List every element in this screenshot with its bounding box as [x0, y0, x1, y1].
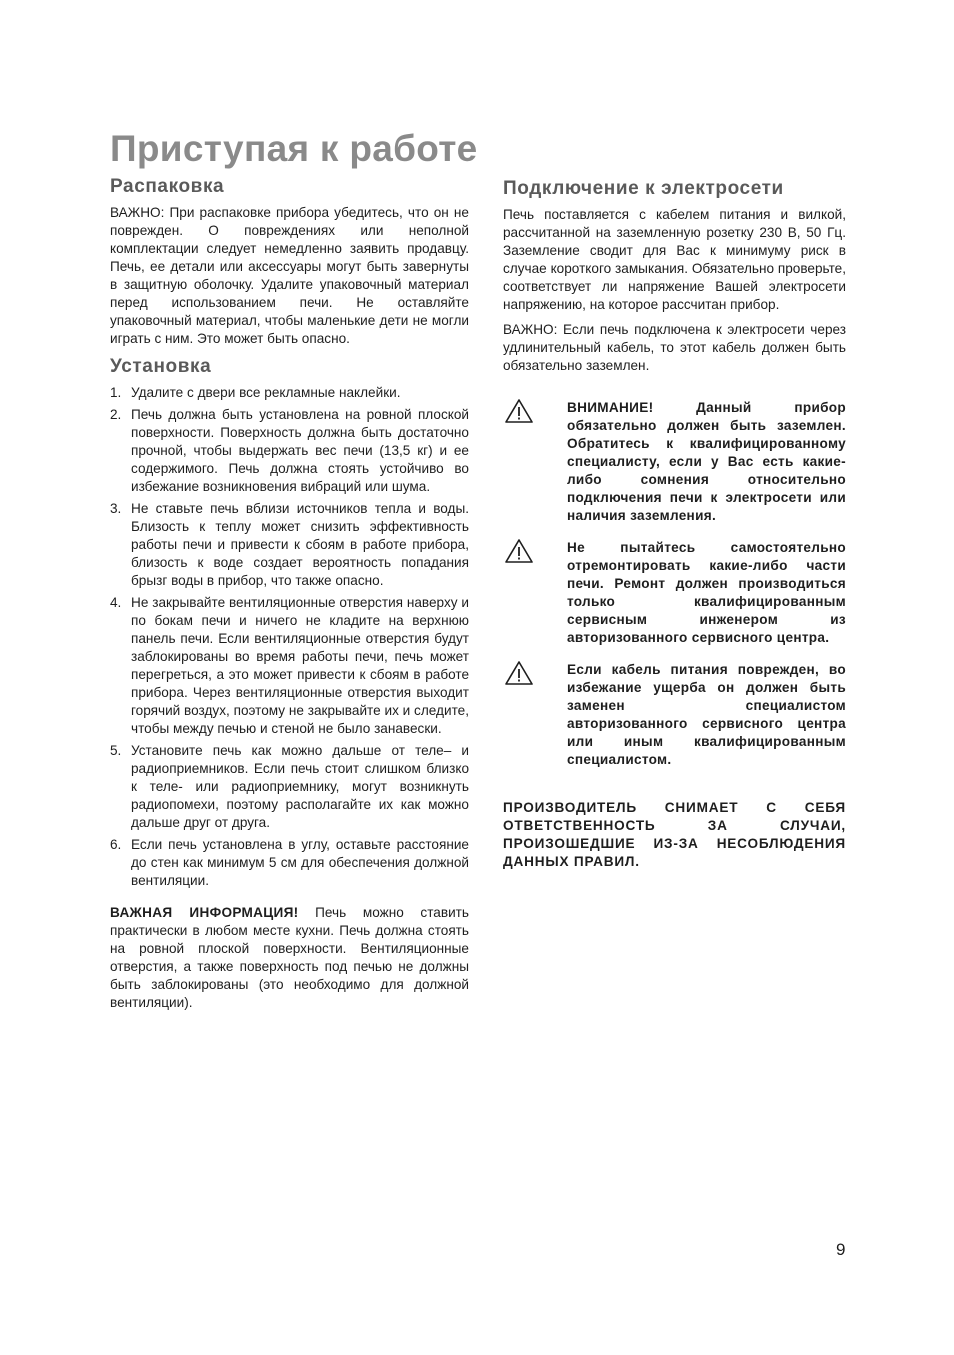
list-item-text: Не ставьте печь вблизи источников тепла и воды. Близость к теплу может снизить эффективность работы печи и привести к сбоям в работе прибора, близость к воде создает вероятность попадания брызг воды в прибор, что также опасно.: [131, 501, 469, 588]
warning-block: [503, 661, 846, 769]
important-text: Печь можно ставить практически в любом месте кухни. Печь должна стоять на ровной плоской поверхности. Вентиляционные отверстия, а также поверхность под печью не должны быть заблокированы (это необходимо для должной вентиляции).: [110, 905, 469, 1010]
important-note: [110, 904, 469, 1012]
warning-triangle-icon: [504, 398, 534, 424]
electrical-heading: Подключение к электросети: [503, 178, 784, 199]
warning-text: ВНИМАНИЕ! Данный прибор обязательно должен быть заземлен. Обратитесь к квалифицированному специалисту, если у Вас есть какие-либо сомнения относительно подключения печи к электросети или наличия заземления.: [567, 400, 846, 523]
list-item-number: 4.: [110, 595, 122, 610]
page-title: Приступая к работе: [110, 128, 478, 169]
manufacturer-disclaimer: ПРОИЗВОДИТЕЛЬ СНИМАЕТ С СЕБЯ ОТВЕТСТВЕННОСТЬ ЗА СЛУЧАИ, ПРОИЗОШЕДШИЕ ИЗ-ЗА НЕСОБЛЮДЕНИЯ ДАННЫХ ПРАВИЛ.: [503, 800, 846, 869]
warning-block: [503, 539, 846, 647]
list-item-text: Установите печь как можно дальше от теле– и радиоприемников. Если печь стоит слишком близко к теле- или радиоприемнику, могут возникнуть радиопомехи, поэтому располагайте их как можно дальше друг от друга.: [131, 743, 469, 830]
list-item: [110, 406, 469, 496]
installation-heading: Установка: [110, 356, 212, 377]
unpacking-heading: Распаковка: [110, 176, 225, 197]
right-column: [503, 178, 846, 871]
warning-text: Не пытайтесь самостоятельно отремонтировать какие-либо части печи. Ремонт должен производиться только квалифицированным сервисным инженером из авторизованного сервисного центра.: [567, 540, 846, 645]
list-item-number: 5.: [110, 743, 122, 758]
extension-cable-note: ВАЖНО: Если печь подключена к электросети через удлинительный кабель, то этот кабель должен быть обязательно заземлен.: [503, 322, 846, 373]
warning-block: [503, 399, 846, 525]
list-item: [110, 594, 469, 738]
list-item-number: 1.: [110, 385, 122, 400]
unpacking-text: ВАЖНО: При распаковке прибора убедитесь, что он не поврежден. О повреждениях или неполной комплектации следует немедленно заявить продавцу. Печь, ее детали или аксессуары могут быть завернуты в защитную оболочку. Удалите упаковочный материал перед использованием печи. Не оставляйте упаковочный материал, чтобы маленькие дети не могли играть с ним. Это может быть опасно.: [110, 205, 469, 346]
left-column: [110, 176, 469, 1012]
list-item-text: Печь должна быть установлена на ровной плоской поверхности. Поверхность должна быть достаточно прочной, чтобы выдержать вес печи (13,5 кг) и ее содержимого. Печь должна стоять устойчиво во избежание возникновения вибраций или шума.: [131, 407, 469, 494]
warning-triangle-icon: [504, 538, 534, 564]
list-item-number: 6.: [110, 837, 122, 852]
list-item-text: Если печь установлена в углу, оставьте расстояние до стен как минимум 5 см для обеспечения должной вентиляции.: [131, 837, 469, 888]
list-item: [110, 500, 469, 590]
important-label: ВАЖНАЯ ИНФОРМАЦИЯ!: [110, 905, 299, 920]
list-item-number: 3.: [110, 501, 122, 516]
electrical-text: Печь поставляется с кабелем питания и вилкой, рассчитанной на заземленную розетку 230 В, 50 Гц. Заземление сводит для Вас к минимуму риск в случае короткого замыкания. Обязательно проверьте, соответствует ли напряжение Вашей электросети напряжению, на которое рассчитан прибор.: [503, 207, 846, 312]
list-item-text: Удалите с двери все рекламные наклейки.: [131, 385, 401, 400]
page-number: 9: [836, 1240, 846, 1259]
list-item-number: 2.: [110, 407, 122, 422]
installation-list: [110, 384, 469, 890]
list-item: [110, 384, 469, 402]
warning-triangle-icon: [504, 660, 534, 686]
list-item-text: Не закрывайте вентиляционные отверстия наверху и по бокам печи и ничего не кладите на верхнюю панель печи. Если вентиляционные отверстия будут заблокированы во время работы печи, печь может перегреться, а это может привести к сбоям в работе прибора. Через вентиляционные отверстия выходит горячий воздух, поэтому не закрывайте их и следите, чтобы между печью и стеной не было занавески.: [131, 595, 469, 736]
warning-text: Если кабель питания поврежден, во избежание ущерба он должен быть заменен специалистом авторизованного сервисного центра или иным квалифицированным специалистом.: [567, 662, 846, 767]
list-item: [110, 836, 469, 890]
list-item: [110, 742, 469, 832]
